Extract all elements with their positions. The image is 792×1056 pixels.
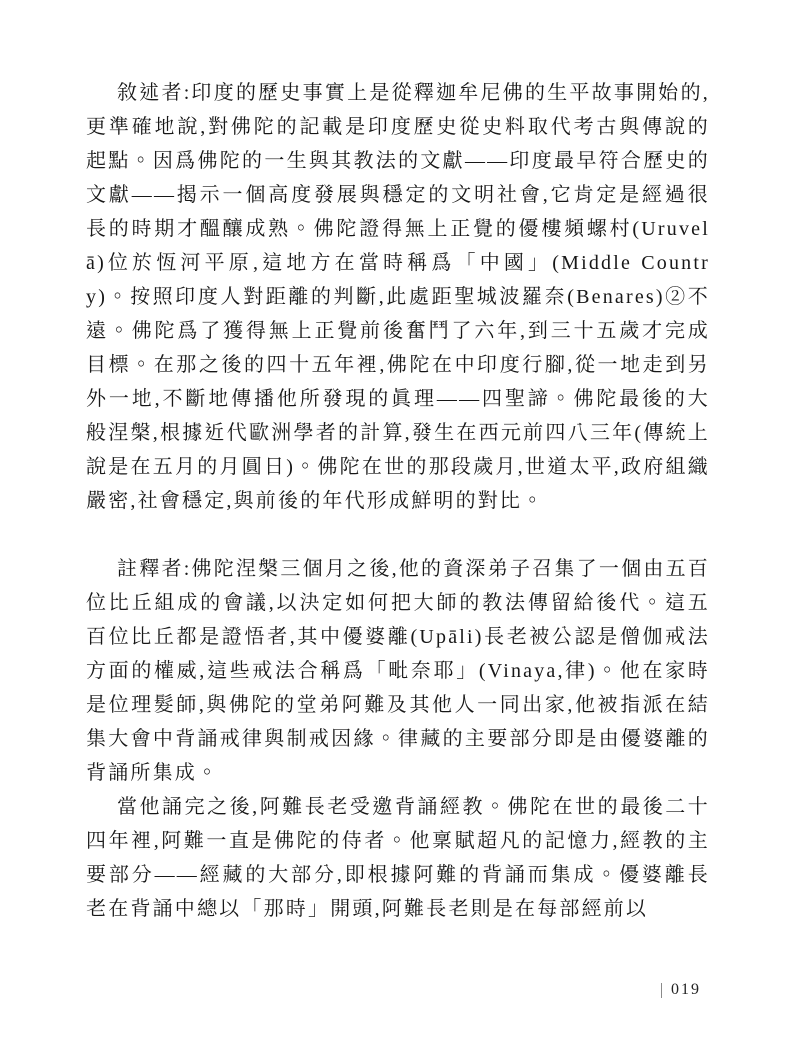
page-number: 019: [671, 981, 701, 998]
folio-divider: [661, 983, 662, 998]
paragraph-commentator-continued: 當他誦完之後,阿難長老受邀背誦經教。佛陀在世的最後二十四年裡,阿難一直是佛陀的侍者。他稟賦超凡的記憶力,經教的主要部分——經藏的大部分,即根據阿難的背誦而集成。優婆離長老在背誦中總以「那時」開頭,阿難長老則是在每部經前以: [86, 796, 710, 920]
paragraph-narrator: 敘述者:印度的歷史事實上是從釋迦牟尼佛的生平故事開始的,更準確地說,對佛陀的記載是印度歷史從史料取代考古與傳說的起點。因爲佛陀的一生與其教法的文獻——印度最早符合歷史的文獻——揭示一個高度發展與穩定的文明社會,它肯定是經過很長的時期才醞釀成熟。佛陀證得無上正覺的優樓頻螺村(Uruvelā)位於恆河平原,這地方在當時稱爲「中國」(Middle Country)。按照印度人對距離的判斷,此處距聖城波羅奈(Benares)②不遠。佛陀爲了獲得無上正覺前後奮鬥了六年,到三十五歲才完成目標。在那之後的四十五年裡,佛陀在中印度行腳,從一地走到另外一地,不斷地傳播他所發現的眞理——四聖諦。佛陀最後的大般涅槃,根據近代歐洲學者的計算,發生在西元前四八三年(傳統上說是在五月的月圓日)。佛陀在世的那段歲月,世道太平,政府組織嚴密,社會穩定,與前後的年代形成鮮明的對比。: [86, 82, 710, 512]
page-footer: [661, 981, 701, 999]
paragraph-commentator: 註釋者:佛陀涅槃三個月之後,他的資深弟子召集了一個由五百位比丘組成的會議,以決定如何把大師的教法傳留給後代。這五百位比丘都是證悟者,其中優婆離(Upāli)長老被公認是僧伽戒法方面的權威,這些戒法合稱爲「毗奈耶」(Vinaya,律)。他在家時是位理髮師,與佛陀的堂弟阿難及其他人一同出家,他被指派在結集大會中背誦戒律與制戒因緣。律藏的主要部分即是由優婆離的背誦所集成。: [86, 558, 710, 784]
body-text: [86, 76, 710, 926]
